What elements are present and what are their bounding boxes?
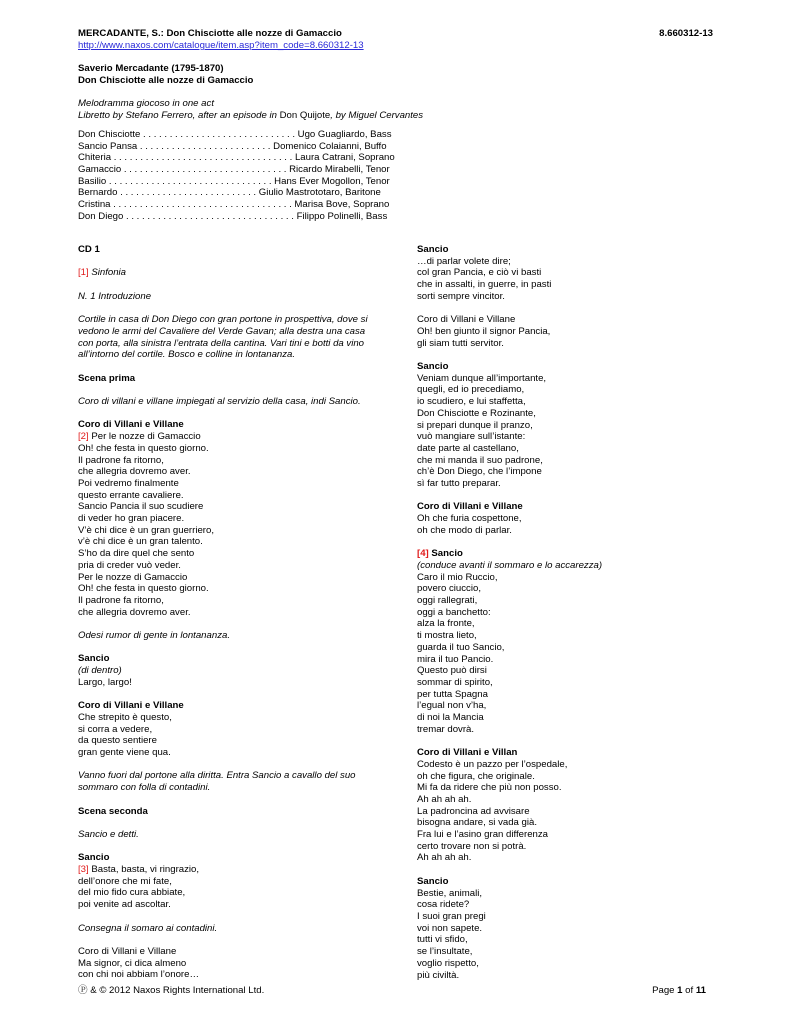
verse-block: Coro di Villani e Villane Ma signor, ci dica almeno con chi noi abbiam l’onore… (78, 945, 200, 981)
track-marker: [1] (78, 267, 89, 279)
work-genre: Melodramma giocoso in one act (78, 98, 214, 109)
verse-block: Coro di Villani e Villane Che strepito è questo, si corra a vedere, da questo sentiere gran gente viene qua. (78, 700, 184, 759)
cast-row: Don Diego . . . . . . . . . . . . . . . . . . . . . . . . . . . . . . . . Filippo Polinelli, Bass (78, 210, 388, 222)
verse-block: Sancio [3] Basta, basta, vi ringrazio, dell’onore che mi fate, del mio fido cura abbiate, poi venite ad ascoltar. (78, 852, 200, 911)
verse-block: Coro di Villani e Villane [2] Per le nozze di Gamaccio Oh! che festa in questo giorno. Il padrone fa ritorno, che allegria dovremo aver. Poi vedremo finalmente questo errante cavaliere. Sancio Pancia il suo scudiere di veder ho gran piacere. V’è chi dice è un gran guerriero, v’è chi dice è un gran talento. S’ho da dire quel che sento pria di creder vuò veder. Per le nozze di Gamaccio Oh! che festa in questo giorno. Il padrone fa ritorno, che allegria dovremo aver. (78, 419, 214, 618)
role-heading: Sancio (78, 653, 110, 665)
stage-direction: Cortile in casa di Don Diego con gran portone in prospettiva, dove si vedono le armi del Cavaliere del Verde Gavan; alla destra una casa con porta, alla sinistra l’entrata della cantina. Vari tini e botti da vino all’intorno del cortile. Bosco e colline in lontananza. (78, 314, 368, 361)
cast-row: Don Chisciotte . . . . . . . . . . . . . . . . . . . . . . . . . . . . . Ugo Guagliardo, Bass (78, 129, 392, 140)
page-number: 1 (677, 985, 683, 996)
catalogue-number: 8.660312-13 (659, 28, 713, 39)
number-heading: N. 1 Introduzione (78, 290, 152, 302)
role-heading: Coro di Villani e Villan (417, 747, 518, 759)
cast-row: Chiteria . . . . . . . . . . . . . . . . . . . . . . . . . . . . . . . . . . Laura Catrani, Soprano (78, 152, 395, 164)
verse-block: Sancio (di dentro) Largo, largo! (78, 653, 132, 688)
verse-block: Sancio Veniam dunque all’importante, quegli, ed io precediamo, io scudiero, e lui staffetta, Don Chisciotte e Rozinante, si prepari dunque il pranzo, vuò mangiare sull’istante: date parte al castellano, che mi manda il suo padrone, ch’è Don Diego, che l’impone sì far tutto preparar. (417, 361, 547, 490)
page-total: 11 (695, 985, 706, 996)
cast-row: Gamaccio . . . . . . . . . . . . . . . . . . . . . . . . . . . . . . . Ricardo Mirabelli, Tenor (78, 164, 390, 176)
stage-direction: Odesi rumor di gente in lontananza. (78, 630, 230, 642)
libretto-right-column (417, 244, 717, 993)
track-marker: [2] (78, 431, 89, 443)
role-heading: Coro di Villani e Villane (78, 419, 184, 431)
role-heading: Sancio (417, 361, 449, 372)
role-heading: Sancio (417, 244, 449, 255)
verse-block: Sancio Bestie, animali, cosa ridete? I suoi gran pregi voi non sapete. tutti vi sfido, se l’insultate, voglio rispetto, più civiltà. (417, 875, 486, 981)
page-indicator: Page 1 of 11 (652, 985, 706, 996)
verse-block: Sancio …di parlar volete dire; col gran Pancia, e ciò vi basti che in assalti, in guerre, in pasti sorti sempre vincitor. (417, 244, 552, 302)
track-1: [1] Sinfonia (78, 267, 127, 279)
document-title: MERCADANTE, S.: Don Chisciotte alle nozze di Gamaccio (78, 28, 342, 39)
libretto-left-column (78, 244, 398, 993)
stage-direction: Sancio e detti. (78, 828, 139, 840)
libretto-credit: Libretto by Stefano Ferrero, after an episode in Don Quijote, by Miguel Cervantes (78, 110, 424, 121)
role-heading: Coro di Villani e Villane (417, 501, 523, 513)
cast-list (78, 129, 395, 223)
cd-heading: CD 1 (78, 244, 100, 255)
cast-row: Sancio Pansa . . . . . . . . . . . . . . . . . . . . . . . . . Domenico Colaianni, Buffo (78, 140, 387, 152)
track-marker: [4] (417, 548, 429, 560)
stage-direction: Coro di villani e villane impiegati al servizio della casa, indi Sancio. (78, 396, 361, 408)
verse-block: [4] Sancio (conduce avanti il sommaro e lo accarezza) Caro il mio Ruccio, povero ciuccio, oggi rallegrati, oggi a banchetto: alza la fronte, ti mostra lieto, guarda il tuo Sancio, mira il tuo Pancio. Questo può dirsi sommar di spirito, per tutta Spagna l’egual non v’ha, di noi la Mancia tremar dovrà. (417, 548, 603, 735)
role-heading: Coro di Villani e Villane (417, 314, 516, 326)
role-heading: Sancio (428, 548, 463, 560)
cast-row: Basilio . . . . . . . . . . . . . . . . . . . . . . . . . . . . . . . Hans Ever Mogollon, Tenor (78, 175, 390, 187)
track-marker: [3] (78, 864, 89, 876)
stage-direction: Vanno fuori dal portone alla diritta. Entra Sancio a cavallo del suo sommaro con folla di contadini. (78, 770, 356, 794)
cast-row: Bernardo . . . . . . . . . . . . . . . . . . . . . . . . . . Giulio Mastrototaro, Baritone (78, 187, 381, 199)
role-heading: Coro di Villani e Villane (78, 945, 177, 957)
scene-heading: Scena prima (78, 372, 136, 384)
work-title: Don Chisciotte alle nozze di Gamaccio (78, 75, 254, 86)
composer-heading: Saverio Mercadante (1795-1870) (78, 63, 224, 74)
copyright-notice: Ⓟ & © 2012 Naxos Rights International Ltd. (78, 985, 265, 996)
verse-block: Coro di Villani e Villane Oh! ben giunto il signor Pancia, gli siam tutti servitor. (417, 314, 551, 349)
stage-direction: Consegna il somaro ai contadini. (78, 922, 218, 934)
scene-heading: Scena seconda (78, 805, 148, 817)
verse-block: Coro di Villani e Villan Codesto è un pazzo per l’ospedale, oh che figura, che originale. Mi fa da ridere che più non posso. Ah ah ah ah. La padroncina ad avvisare bisogna andare, si vada già. Fra lui e l’asino gran differenza certo trovare non si potrà. Ah ah ah ah. (417, 747, 568, 864)
role-heading: Sancio (417, 875, 449, 887)
cast-row: Cristina . . . . . . . . . . . . . . . . . . . . . . . . . . . . . . . . . . Marisa Bove, Soprano (78, 199, 390, 211)
catalogue-link[interactable]: http://www.naxos.com/catalogue/item.asp?item_code=8.660312-13 (78, 40, 364, 51)
verse-block: Coro di Villani e Villane Oh che furia cospettone, oh che modo di parlar. (417, 501, 523, 536)
role-heading: Sancio (78, 852, 110, 864)
role-heading: Coro di Villani e Villane (78, 700, 184, 712)
